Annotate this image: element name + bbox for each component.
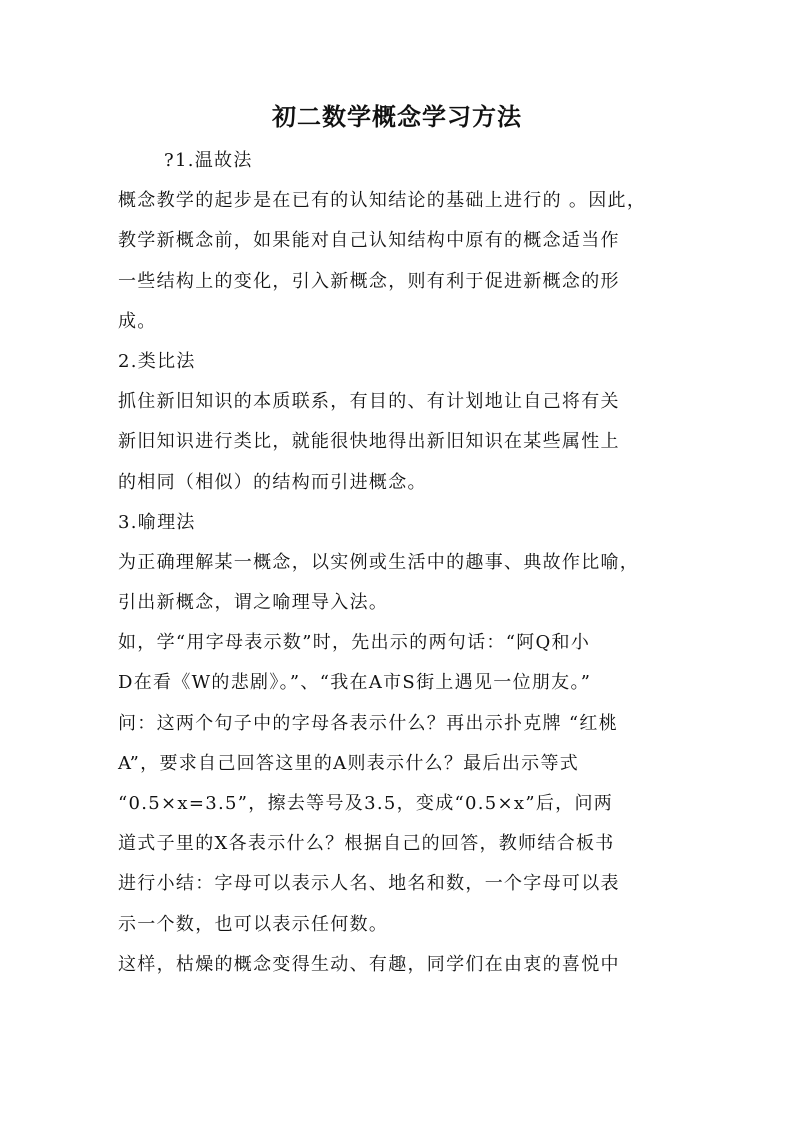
- paragraph-line: 如，学“用字母表示数”时，先出示的两句话：“阿Q和小: [118, 632, 591, 654]
- paragraph-line: A”，要求自己回答这里的A则表示什么？最后出示等式: [118, 752, 580, 774]
- paragraph-line: 这样，枯燥的概念变得生动、有趣，同学们在由衷的喜悦中: [118, 953, 620, 975]
- paragraph-line: 一些结构上的变化，引入新概念，则有利于促进新概念的形: [118, 270, 620, 292]
- paragraph-line: 成。: [118, 310, 157, 332]
- section-heading-warm-review: ?1.温故法: [164, 150, 253, 171]
- paragraph-line: 道式子里的X各表示什么？根据自己的回答，教师结合板书: [118, 833, 615, 855]
- paragraph-line: D在看《W的悲剧》。”、“我在A市S街上遇见一位朋友。”: [118, 672, 592, 694]
- paragraph-line: “0.5×x=3.5”，擦去等号及3.5，变成“0.5×x”后，问两: [118, 793, 614, 814]
- paragraph-line: 新旧知识进行类比，就能很快地得出新旧知识在某些属性上: [118, 431, 620, 453]
- paragraph-line: 引出新概念，谓之喻理导入法。: [118, 592, 389, 614]
- paragraph-line: 示一个数，也可以表示任何数。: [118, 913, 389, 935]
- document-title: 初二数学概念学习方法: [272, 102, 522, 131]
- paragraph-line: 为正确理解某一概念，以实例或生活中的趣事、典故作比喻，: [118, 551, 640, 573]
- paragraph-line: 概念教学的起步是在已有的认知结论的基础上进行的 。因此，: [118, 190, 647, 212]
- document-body: [118, 141, 678, 985]
- paragraph-line: 进行小结：字母可以表示人名、地名和数，一个字母可以表: [118, 873, 620, 895]
- paragraph-line: 教学新概念前，如果能对自己认知结构中原有的概念适当作: [118, 230, 620, 252]
- paragraph-line: 的相同（相似）的结构而引进概念。: [118, 471, 427, 493]
- section-heading-metaphor: 3.喻理法: [118, 511, 196, 533]
- paragraph-line: 问：这两个句子中的字母各表示什么？再出示扑克牌 “红桃: [118, 712, 619, 734]
- section-heading-analogy: 2.类比法: [118, 350, 196, 372]
- paragraph-line: 抓住新旧知识的本质联系，有目的、有计划地让自己将有关: [118, 391, 620, 413]
